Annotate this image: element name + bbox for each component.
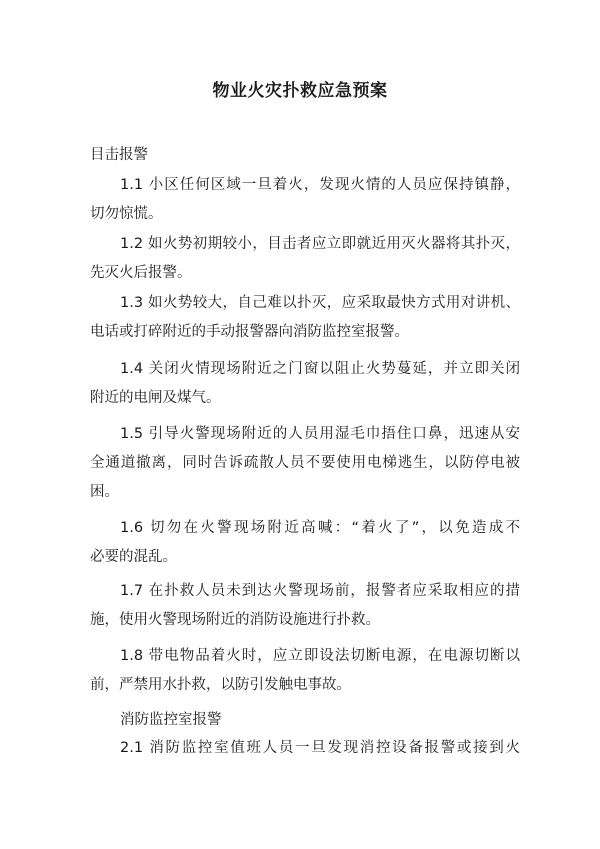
paragraph-1-4 xyxy=(90,355,520,413)
paragraph-line: 全通道撤离，同时告诉疏散人员不要使用电梯逃生，以防停电被 xyxy=(90,455,520,471)
paragraph-line: 1.4 关闭火情现场附近之门窗以阻止火势蔓延，并立即关闭 xyxy=(120,361,520,377)
paragraph-1-1 xyxy=(90,171,520,229)
paragraph-1-8 xyxy=(90,642,520,700)
paragraph-line: 先灭火后报警。 xyxy=(90,265,192,281)
paragraph-line: 1.5 引导火警现场附近的人员用湿毛巾捂住口鼻，迅速从安 xyxy=(120,426,520,442)
section-heading-eyewitness-alarm: 目击报警 xyxy=(90,147,148,163)
paragraph-line: 1.6 切勿在火警现场附近高喊：“着火了”，以免造成不 xyxy=(120,520,520,536)
paragraph-line: 1.3 如火势较大，自己难以扑灭，应采取最快方式用对讲机、 xyxy=(120,295,520,311)
paragraph-1-3 xyxy=(90,289,520,347)
paragraph-1-5 xyxy=(90,420,520,507)
paragraph-line: 施，使用火警现场附近的消防设施进行扑救。 xyxy=(90,612,380,628)
section-heading-monitoring-room-alarm: 消防监控室报警 xyxy=(120,712,222,728)
paragraph-2-1 xyxy=(90,734,520,763)
document-title: 物业火灾扑救应急预案 xyxy=(212,81,388,101)
paragraph-line: 1.1 小区任何区域一旦着火，发现火情的人员应保持镇静， xyxy=(120,177,520,193)
paragraph-line: 2.1 消防监控室值班人员一旦发现消控设备报警或接到火 xyxy=(120,740,520,756)
paragraph-line: 1.7 在扑救人员未到达火警现场前，报警者应采取相应的措 xyxy=(120,583,520,599)
paragraph-line: 1.8 带电物品着火时，应立即设法切断电源，在电源切断以 xyxy=(120,648,520,664)
paragraph-line: 必要的混乱。 xyxy=(90,549,177,565)
paragraph-line: 困。 xyxy=(90,484,119,500)
paragraph-1-6 xyxy=(90,514,520,572)
paragraph-line: 切勿惊慌。 xyxy=(90,206,163,222)
paragraph-line: 附近的电闸及煤气。 xyxy=(90,390,221,406)
paragraph-line: 前，严禁用水扑救，以防引发触电事故。 xyxy=(90,677,351,693)
paragraph-1-7 xyxy=(90,577,520,635)
paragraph-line: 1.2 如火势初期较小，目击者应立即就近用灭火器将其扑灭， xyxy=(120,236,520,252)
paragraph-line: 电话或打碎附近的手动报警器向消防监控室报警。 xyxy=(90,324,409,340)
paragraph-1-2 xyxy=(90,230,520,288)
